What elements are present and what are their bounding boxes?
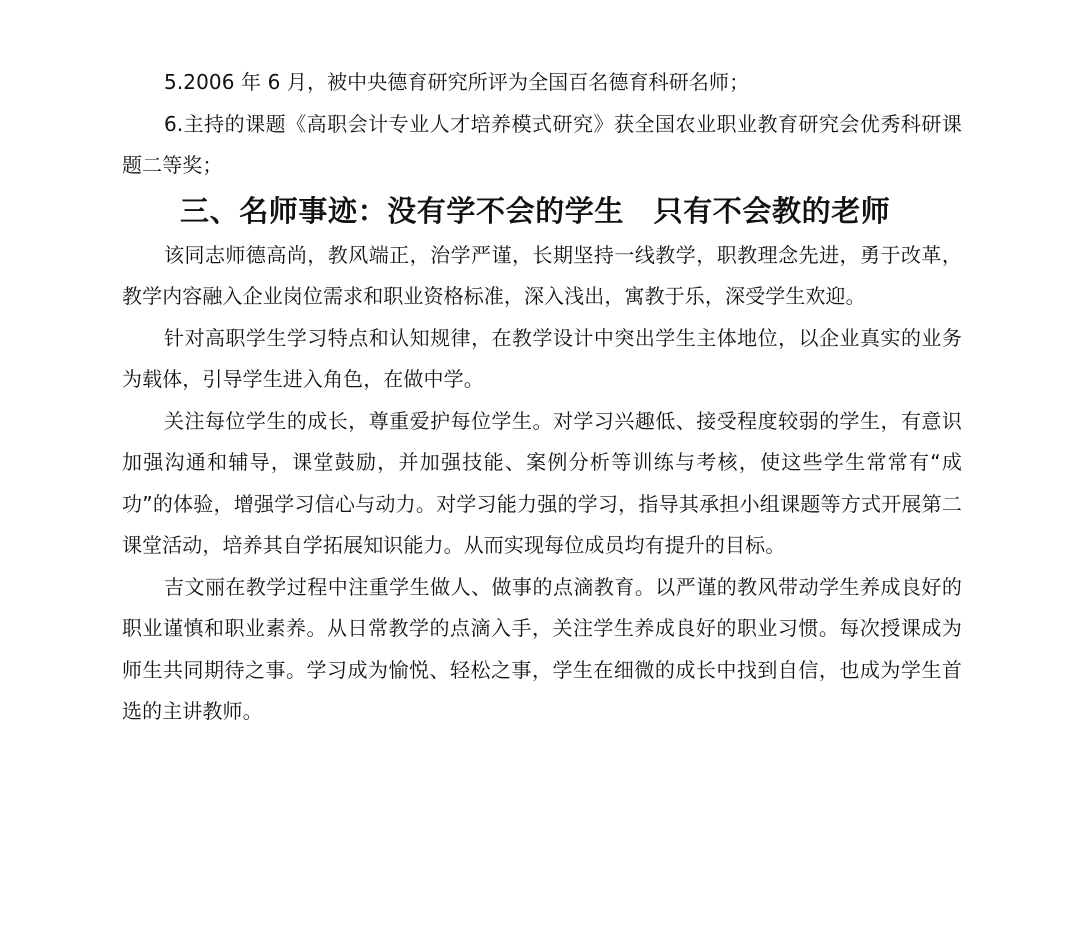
paragraph-moral-education: 吉文丽在教学过程中注重学生做人、做事的点滴教育。以严谨的教风带动学生养成良好的职业谨慎和职业素养。从日常教学的点滴入手，关注学生养成良好的职业习惯。每次授课成为师生共同期待之事。学习成为愉悦、轻松之事，学生在细微的成长中找到自信，也成为学生首选的主讲教师。 [122,574,962,723]
section-heading: 三、名师事迹：没有学不会的学生 只有不会教的老师 [180,193,891,228]
paragraph-item-6: 6.主持的课题《高职会计专业人才培养模式研究》获全国农业职业教育研究会优秀科研课题二等奖； [122,111,962,177]
paragraph-item-5: 5.2006 年 6 月，被中央德育研究所评为全国百名德育科研名师； [164,70,750,94]
paragraph-student-care: 关注每位学生的成长，尊重爱护每位学生。对学习兴趣低、接受程度较弱的学生，有意识加强沟通和辅导，课堂鼓励，并加强技能、案例分析等训练与考核，使这些学生常常有“成功”的体验，增强学习信心与动力。对学习能力强的学习，指导其承担小组课题等方式开展第二课堂活动，培养其自学拓展知识能力。从而实现每位成员均有提升的目标。 [122,408,962,557]
paragraph-teaching-design: 针对高职学生学习特点和认知规律，在教学设计中突出学生主体地位，以企业真实的业务为载体，引导学生进入角色，在做中学。 [122,325,962,391]
document-page [122,62,962,733]
paragraph-teacher-ethics: 该同志师德高尚，教风端正，治学严谨，长期坚持一线教学，职教理念先进，勇于改革，教学内容融入企业岗位需求和职业资格标准，深入浅出，寓教于乐，深受学生欢迎。 [122,242,962,308]
